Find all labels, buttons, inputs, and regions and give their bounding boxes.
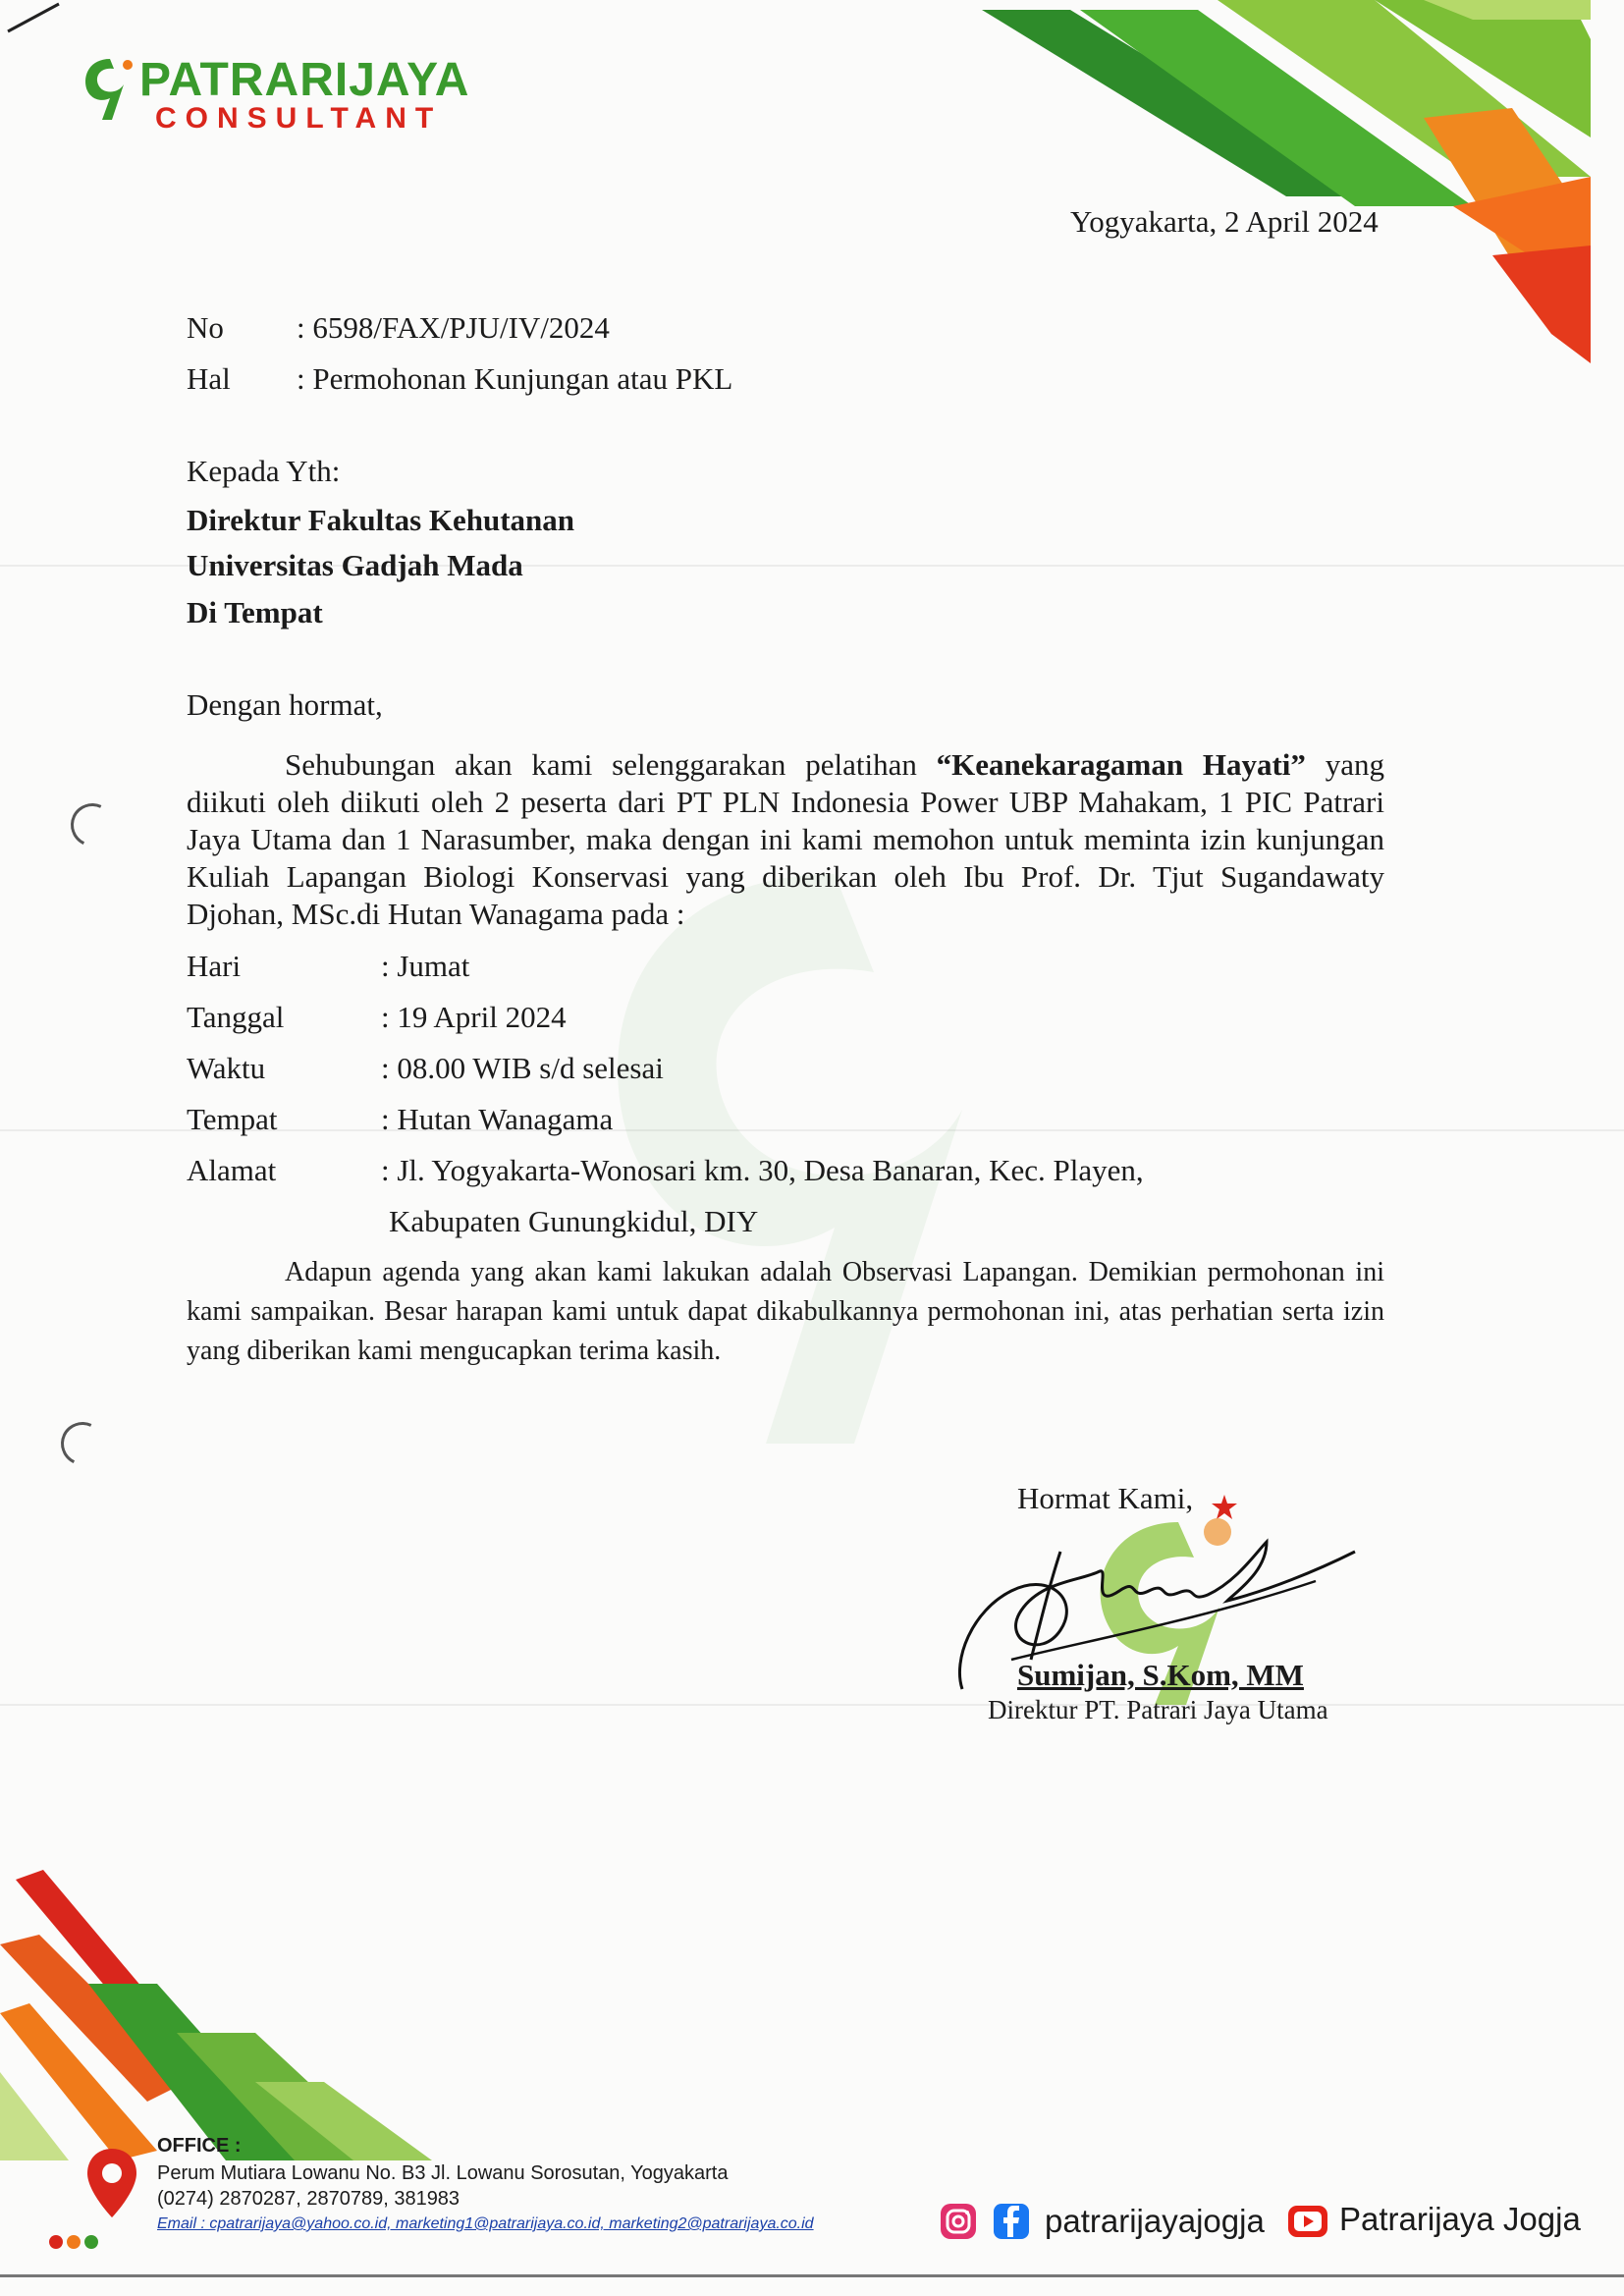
detail-hari-label: Hari — [187, 949, 242, 983]
signer-name: Sumijan, S.Kom, MM — [1017, 1658, 1304, 1692]
addressee-line-3: Di Tempat — [187, 595, 323, 629]
greeting: Dengan hormat, — [187, 687, 383, 722]
training-title: “Keanekaragaman Hayati” — [936, 747, 1306, 782]
corner-mark — [0, 0, 69, 39]
logo-mark-icon — [81, 55, 137, 124]
detail-alamat-value: : Jl. Yogyakarta-Wonosari km. 30, Desa Banaran, Kec. Playen, — [381, 1153, 1144, 1187]
footer-office-label: OFFICE : — [157, 2135, 242, 2157]
detail-alamat-label: Alamat — [187, 1153, 277, 1187]
footer-decoration — [0, 1866, 628, 2160]
location-pin-icon — [84, 2147, 139, 2219]
meta-hal-label: Hal — [187, 361, 231, 396]
detail-alamat-continued: Kabupaten Gunungkidul, DIY — [389, 1204, 759, 1238]
detail-tanggal-value: : 19 April 2024 — [381, 1000, 567, 1034]
social-handle[interactable]: patrarijayajogja — [1045, 2203, 1265, 2239]
logo-tagline: CONSULTANT — [155, 102, 443, 135]
facebook-icon[interactable] — [992, 2202, 1031, 2241]
body-paragraph-1 — [187, 746, 1384, 933]
letter-date: Yogyakarta, 2 April 2024 — [1070, 204, 1379, 239]
footer-address: Perum Mutiara Lowanu No. B3 Jl. Lowanu Sorosutan, Yogyakarta — [157, 2162, 729, 2184]
detail-waktu-value: : 08.00 WIB s/d selesai — [381, 1051, 664, 1085]
punch-hole-bottom — [55, 1416, 110, 1471]
addressee-line-1: Direktur Fakultas Kehutanan — [187, 503, 575, 537]
addressee-line-2: Universitas Gadjah Mada — [187, 548, 523, 582]
instagram-icon[interactable] — [939, 2202, 978, 2241]
footer-email[interactable]: Email : cpatrarijaya@yahoo.co.id, marketing1@patrarijaya.co.id, marketing2@patrarijaya.co.id — [157, 2215, 814, 2232]
addressee-intro: Kepada Yth: — [187, 454, 341, 488]
meta-no-label: No — [187, 310, 224, 345]
youtube-channel[interactable]: Patrarijaya Jogja — [1339, 2201, 1581, 2237]
meta-hal-value: : Permohonan Kunjungan atau PKL — [297, 361, 733, 396]
body-paragraph-1-before: Sehubungan akan kami selenggarakan pelatihan — [285, 747, 937, 782]
detail-waktu-label: Waktu — [187, 1051, 266, 1085]
detail-tanggal-label: Tanggal — [187, 1000, 285, 1034]
detail-hari-value: : Jumat — [381, 949, 470, 983]
closing: Hormat Kami, — [1017, 1481, 1194, 1515]
detail-tempat-value: : Hutan Wanagama — [381, 1102, 614, 1136]
detail-tempat-label: Tempat — [187, 1102, 278, 1136]
footer-dots — [49, 2235, 98, 2254]
header-decoration — [962, 0, 1624, 393]
meta-no-value: : 6598/FAX/PJU/IV/2024 — [297, 310, 610, 345]
body-paragraph-2: Adapun agenda yang akan kami lakukan adalah Observasi Lapangan. Demikian permohonan ini kami sampaikan. Besar harapan kami untuk dapat dikabulkannya permohonan ini, atas perhatian serta izin yang diberikan kami mengucapkan terima kasih. — [187, 1257, 1384, 1366]
logo-name: PATRARIJAYA — [139, 54, 470, 106]
punch-hole-top — [65, 797, 120, 852]
youtube-icon[interactable] — [1286, 2204, 1329, 2239]
body-paragraph-1-after: yang diikuti oleh diikuti oleh 2 peserta dari PT PLN Indonesia Power UBP Mahakam, 1 PIC Patrari Jaya Utama dan 1 Narasumber, maka dengan ini kami memohon untuk meminta izin kunjungan Kuliah Lapangan Biologi Konservasi yang diberikan oleh Ibu Prof. Dr. Tjut Sugandawaty Djohan, MSc.di Hutan Wanagama pada : — [187, 747, 1384, 931]
footer-phone: (0274) 2870287, 2870789, 381983 — [157, 2188, 460, 2210]
signer-title: Direktur PT. Patrari Jaya Utama — [988, 1695, 1328, 1724]
page-bottom-edge — [0, 2274, 1624, 2277]
